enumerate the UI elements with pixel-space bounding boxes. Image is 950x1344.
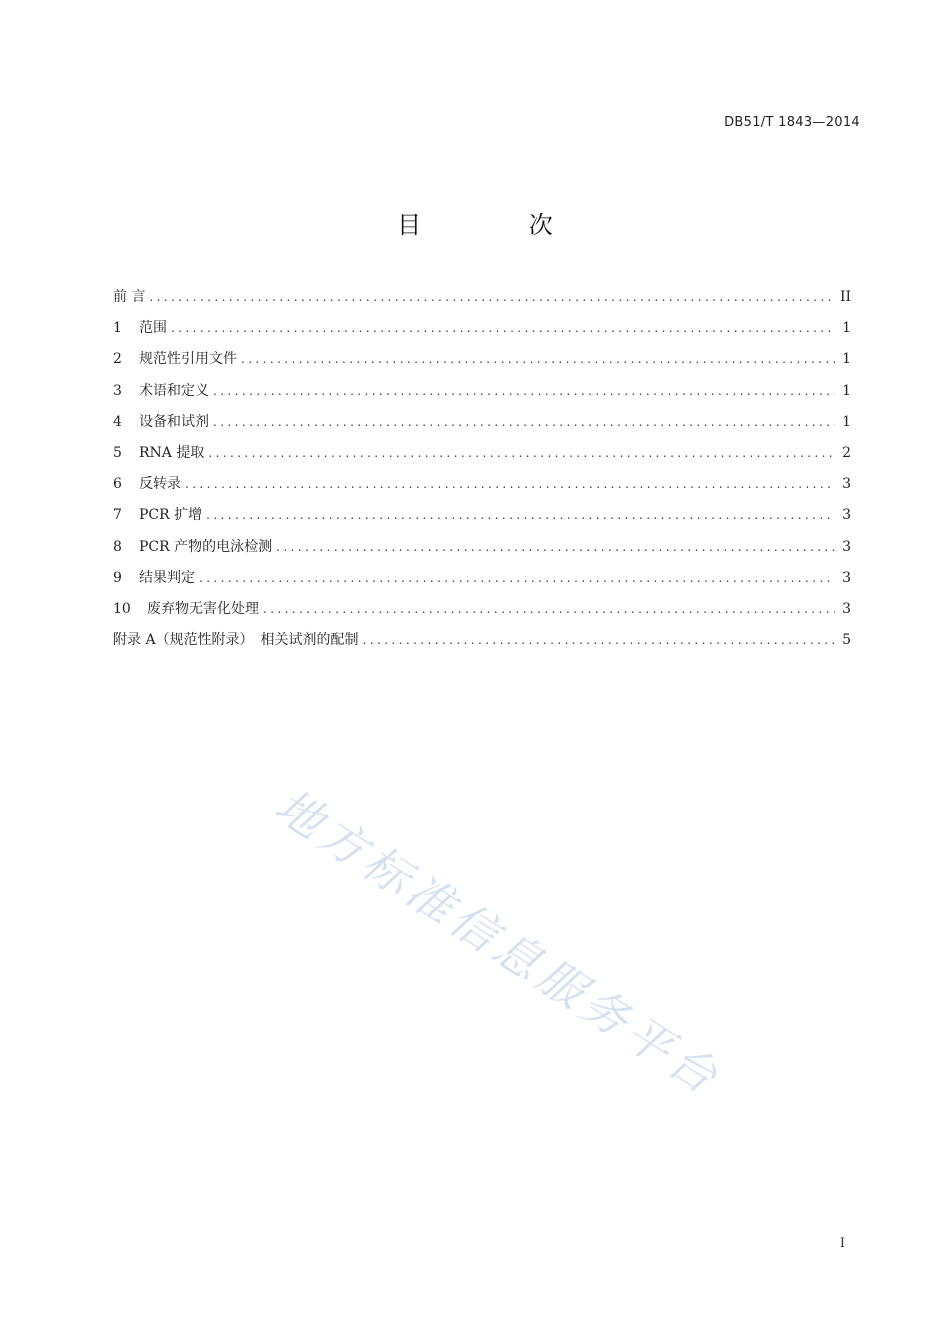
toc-leader-dots	[199, 571, 835, 585]
toc-label: 附录 A（规范性附录） 相关试剂的配制	[113, 632, 359, 649]
toc-page-number: 1	[842, 351, 851, 368]
toc-entry-foreword[interactable]	[113, 286, 851, 317]
toc-section-number: 6	[113, 476, 122, 493]
toc-entry-4[interactable]	[113, 411, 851, 442]
toc-label: 废弃物无害化处理	[147, 600, 259, 617]
toc-section-number: 4	[113, 413, 122, 430]
toc-page-number: 1	[842, 320, 851, 337]
toc-page-number: 3	[842, 538, 851, 555]
toc-entry-7[interactable]	[113, 504, 851, 535]
toc-entry-1[interactable]	[113, 317, 851, 348]
toc-leader-dots	[363, 633, 835, 647]
toc-entry-5[interactable]	[113, 442, 851, 473]
toc-section-number: 2	[113, 351, 122, 368]
toc-leader-dots	[241, 352, 835, 366]
toc-section-number: 7	[113, 507, 122, 524]
toc-leader-dots	[213, 384, 835, 398]
toc-label: 设备和试剂	[139, 413, 209, 430]
toc-section-number: 1	[113, 320, 122, 337]
standard-code: DB51/T 1843—2014	[724, 115, 860, 130]
toc-entry-8[interactable]	[113, 536, 851, 567]
toc-entry-9[interactable]	[113, 567, 851, 598]
toc-leader-dots	[171, 321, 835, 335]
toc-label: PCR 扩增	[139, 507, 203, 524]
toc-page-number: 3	[842, 507, 851, 524]
toc-section-number: 3	[113, 382, 122, 399]
toc-page-number: 1	[842, 382, 851, 399]
toc-page-number: 2	[842, 444, 851, 461]
toc-section-number: 8	[113, 538, 122, 555]
toc-leader-dots	[208, 446, 835, 460]
toc-page-number: 1	[842, 413, 851, 430]
toc-leader-dots	[185, 477, 835, 491]
toc-entry-6[interactable]	[113, 473, 851, 504]
toc-label: 结果判定	[139, 569, 195, 586]
page-title: 目 次	[397, 211, 603, 239]
toc-leader-dots	[213, 415, 835, 429]
toc-leader-dots	[206, 508, 835, 522]
toc-label: 反转录	[139, 476, 181, 493]
toc-label: RNA 提取	[139, 444, 205, 461]
toc-leader-dots	[263, 602, 835, 616]
watermark: 地方标准信息服务平台	[265, 778, 732, 1107]
toc-entry-2[interactable]	[113, 348, 851, 379]
toc-leader-dots	[276, 540, 835, 554]
toc-page-number: 3	[842, 476, 851, 493]
toc-label: 范围	[139, 320, 167, 337]
toc-section-number: 9	[113, 569, 122, 586]
page-number: I	[839, 1236, 845, 1251]
toc-page-number: II	[839, 289, 851, 305]
toc-page-number: 3	[842, 569, 851, 586]
toc-label: PCR 产物的电泳检测	[139, 538, 273, 555]
toc-label: 前 言	[113, 289, 146, 305]
toc-leader-dots	[149, 290, 835, 304]
toc-label: 规范性引用文件	[139, 351, 237, 368]
toc-page-number: 5	[842, 632, 851, 649]
toc-page-number: 3	[842, 600, 851, 617]
toc-entry-3[interactable]	[113, 380, 851, 411]
toc-label: 术语和定义	[139, 382, 209, 399]
toc-entry-10[interactable]	[113, 598, 851, 629]
toc-section-number: 5	[113, 444, 122, 461]
table-of-contents	[113, 286, 851, 660]
toc-section-number: 10	[113, 600, 131, 617]
toc-entry-appendix-a[interactable]	[113, 629, 851, 660]
